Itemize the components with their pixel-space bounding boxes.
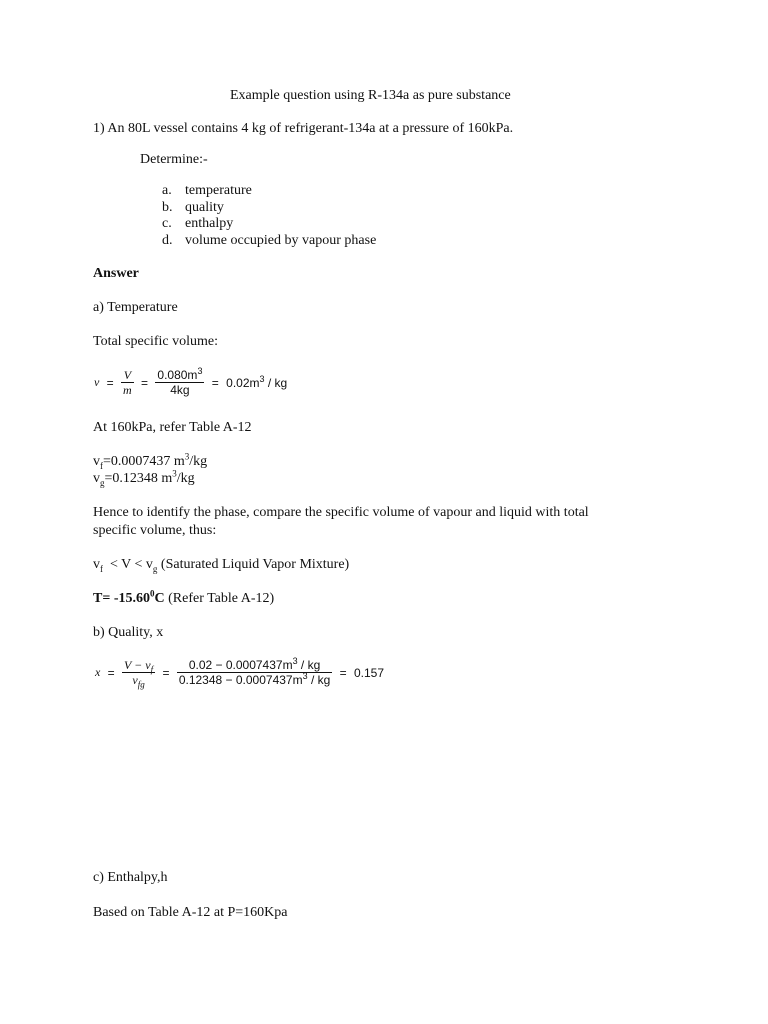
list-marker: b. [162, 200, 173, 215]
vf-value: $v_f=0.0007437$ $m^3/kg$ [93, 451, 208, 471]
part-c-heading: c) Enthalpy,h [93, 870, 168, 885]
question-text: 1) An 80L vessel contains 4 kg of refrigerant-134a at a pressure of 160kPa. [93, 121, 514, 136]
based-on-table-text: Based on Table A-12 at P=160Kpa [93, 905, 288, 920]
eq2-result: 0.157 [354, 665, 385, 680]
list-item [162, 200, 224, 216]
list-item [162, 183, 252, 199]
answer-heading: Answer [93, 266, 139, 281]
list-item [162, 216, 233, 232]
eq1-frac-vm: $\frac{V}{m}$ [123, 368, 132, 397]
list-item-text: quality [185, 200, 224, 215]
eq2-lhs: x [95, 665, 101, 679]
temperature-result: $T= -15.60^0C$ (Refer Table A-12) [93, 588, 275, 606]
phase-text-line1: Hence to identify the phase, compare the specific volume of vapour and liquid with total [93, 505, 589, 520]
equation-specific-volume: v = $\frac{V}{m}$ = $\frac{0.080m^3}{4kg}$ = $0.02m^3$ / kg [94, 366, 288, 397]
part-a-heading: a) Temperature [93, 300, 178, 315]
eq2-frac-values: $\frac{0.02 - 0.0007437m^3 / kg}{0.12348 - 0.0007437m^3 / kg}$ [178, 656, 331, 687]
list-marker: d. [162, 233, 173, 248]
eq1-lhs: v [94, 375, 100, 389]
page-title: Example question using R-134a as pure substance [230, 88, 511, 103]
eq2-frac-symbolic: $\frac{V - v_f}{v_{fg}}$ [124, 658, 154, 690]
list-item-text: enthalpy [185, 216, 234, 231]
determine-label: Determine:- [140, 152, 208, 167]
phase-text-line2: specific volume, thus: [93, 523, 217, 538]
vg-value: $v_g=0.12348$ $m^3/kg$ [93, 468, 195, 488]
phase-comparison: $v_f < V < v_g$ (Saturated Liquid Vapor Mixture) [93, 557, 350, 574]
list-item-text: temperature [185, 183, 252, 198]
list-marker: a. [162, 183, 172, 198]
eq1-result: $0.02m^3$ / kg [226, 373, 288, 390]
part-b-heading: b) Quality, x [93, 625, 164, 640]
total-specific-volume-label: Total specific volume: [93, 334, 218, 349]
list-marker: c. [162, 216, 172, 231]
eq1-frac-values: $\frac{0.080m^3}{4kg}$ [157, 366, 203, 397]
refer-table-text: At 160kPa, refer Table A-12 [93, 420, 252, 435]
list-item [162, 233, 376, 249]
list-item-text: volume occupied by vapour phase [185, 233, 377, 248]
equation-quality: x = $\frac{V - v_f}{v_{fg}}$ = $\frac{0.02 - 0.0007437m^3 / kg}{0.12348 - 0.0007437m^3 / kg}$ = 0.157 [95, 656, 385, 690]
